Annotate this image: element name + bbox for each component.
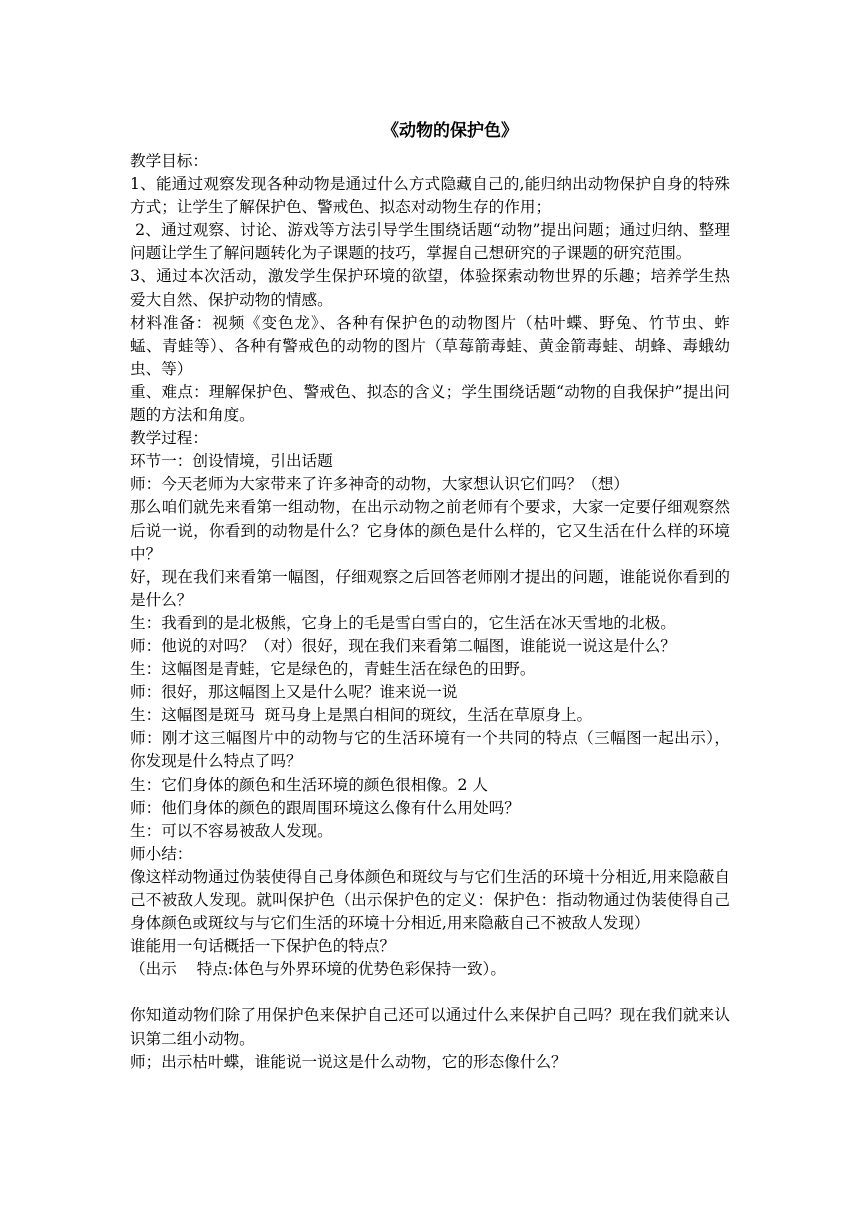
document-body [130,150,730,1074]
paragraph-objective-3: 3、通过本次活动，激发学生保护环境的欲望，体验探索动物世界的乐趣；培养学生热爱大自然、保护动物的情感。 [130,267,730,309]
paragraph-dialogue: 师：他说的对吗？（对）很好，现在我们来看第二幅图，谁能说一说这是什么？ [130,636,676,655]
paragraph-key-points: 重、难点：理解保护色、警戒色、拟态的含义；学生围绕话题“动物的自我保护”提出问题的方法和角度。 [130,382,730,425]
paragraph-dialogue: 生：可以不容易被敌人发现。 [130,821,333,840]
paragraph-dialogue: 好，现在我们来看第一幅图，仔细观察之后回答老师刚才提出的问题，谁能说你看到的是什么？ [130,567,730,609]
paragraph-summary: 像这样动物通过伪装使得自己身体颜色和斑纹与与它们生活的环境十分相近,用来隐蔽自己不被敌人发现。就叫保护色（出示保护色的定义：保护色：指动物通过伪装使得自己身体颜色或斑纹与与它们生活的环境十分相近,用来隐蔽自己不被敌人发现） [130,867,730,933]
paragraph-dialogue: 你知道动物们除了用保护色来保护自己还可以通过什么来保护自己吗？现在我们就来认识第二组小动物。 [130,1006,730,1048]
paragraph-process-heading: 教学过程： [130,429,208,448]
paragraph-dialogue: 那么咱们就先来看第一组动物，在出示动物之前老师有个要求，大家一定要仔细观察然后说一说，你看到的动物是什么？它身体的颜色是什么样的，它又生活在什么样的环境中？ [130,498,730,563]
paragraph-dialogue: 师：今天老师为大家带来了许多神奇的动物，大家想认识它们吗？（想） [130,475,630,494]
paragraph-objectives-heading: 教学目标： [130,152,208,170]
paragraph-dialogue: 师：刚才这三幅图片中的动物与它的生活环境有一个共同的特点（三幅图一起出示），你发现是什么特点了吗？ [130,729,730,771]
paragraph-section-1: 环节一：创设情境，引出话题 [130,452,333,471]
paragraph-feature: （出示 特点:体色与外界环境的优势色彩保持一致）。 [130,960,506,979]
paragraph-dialogue: 生：这幅图是斑马 斑马身上是黑白相间的斑纹，生活在草原身上。 [130,706,593,725]
paragraph-objective-1: 1、能通过观察发现各种动物是通过什么方式隐藏自己的,能归纳出动物保护自身的特殊方式；让学生了解保护色、警戒色、拟态对动物生存的作用； [130,175,730,217]
paragraph-summary-heading: 师小结： [130,844,193,863]
paragraph-dialogue: 师：他们身体的颜色的跟周围环境这么像有什么用处吗？ [130,798,520,817]
blank-line [130,981,730,1004]
paragraph-materials: 材料准备：视频《变色龙》、各种有保护色的动物图片（枯叶蝶、野兔、竹节虫、蚱蜢、青蛙等）、各种有警戒色的动物的图片（草莓箭毒蛙、黄金箭毒蛙、胡蜂、毒蛾幼虫、等） [130,313,730,378]
paragraph-dialogue: 谁能用一句话概括一下保护色的特点？ [130,937,396,956]
paragraph-dialogue: 师；出示枯叶蝶，谁能说一说这是什么动物，它的形态像什么？ [130,1052,567,1071]
document-title: 《动物的保护色》 [382,121,518,141]
paragraph-dialogue: 师：很好，那这幅图上又是什么呢？谁来说一说 [130,683,458,702]
paragraph-dialogue: 生：它们身体的颜色和生活环境的颜色很相像。2 人 [130,775,488,794]
paragraph-dialogue: 生：我看到的是北极熊，它身上的毛是雪白雪白的，它生活在冰天雪地的北极。 [130,613,676,632]
paragraph-dialogue: 生：这幅图是青蛙，它是绿色的，青蛙生活在绿色的田野。 [130,660,536,679]
paragraph-objective-2: 2、通过观察、讨论、游戏等方法引导学生围绕话题“动物”提出问题；通过归纳、整理问题让学生了解问题转化为子课题的技巧，掌握自己想研究的子课题的研究范围。 [130,221,730,263]
